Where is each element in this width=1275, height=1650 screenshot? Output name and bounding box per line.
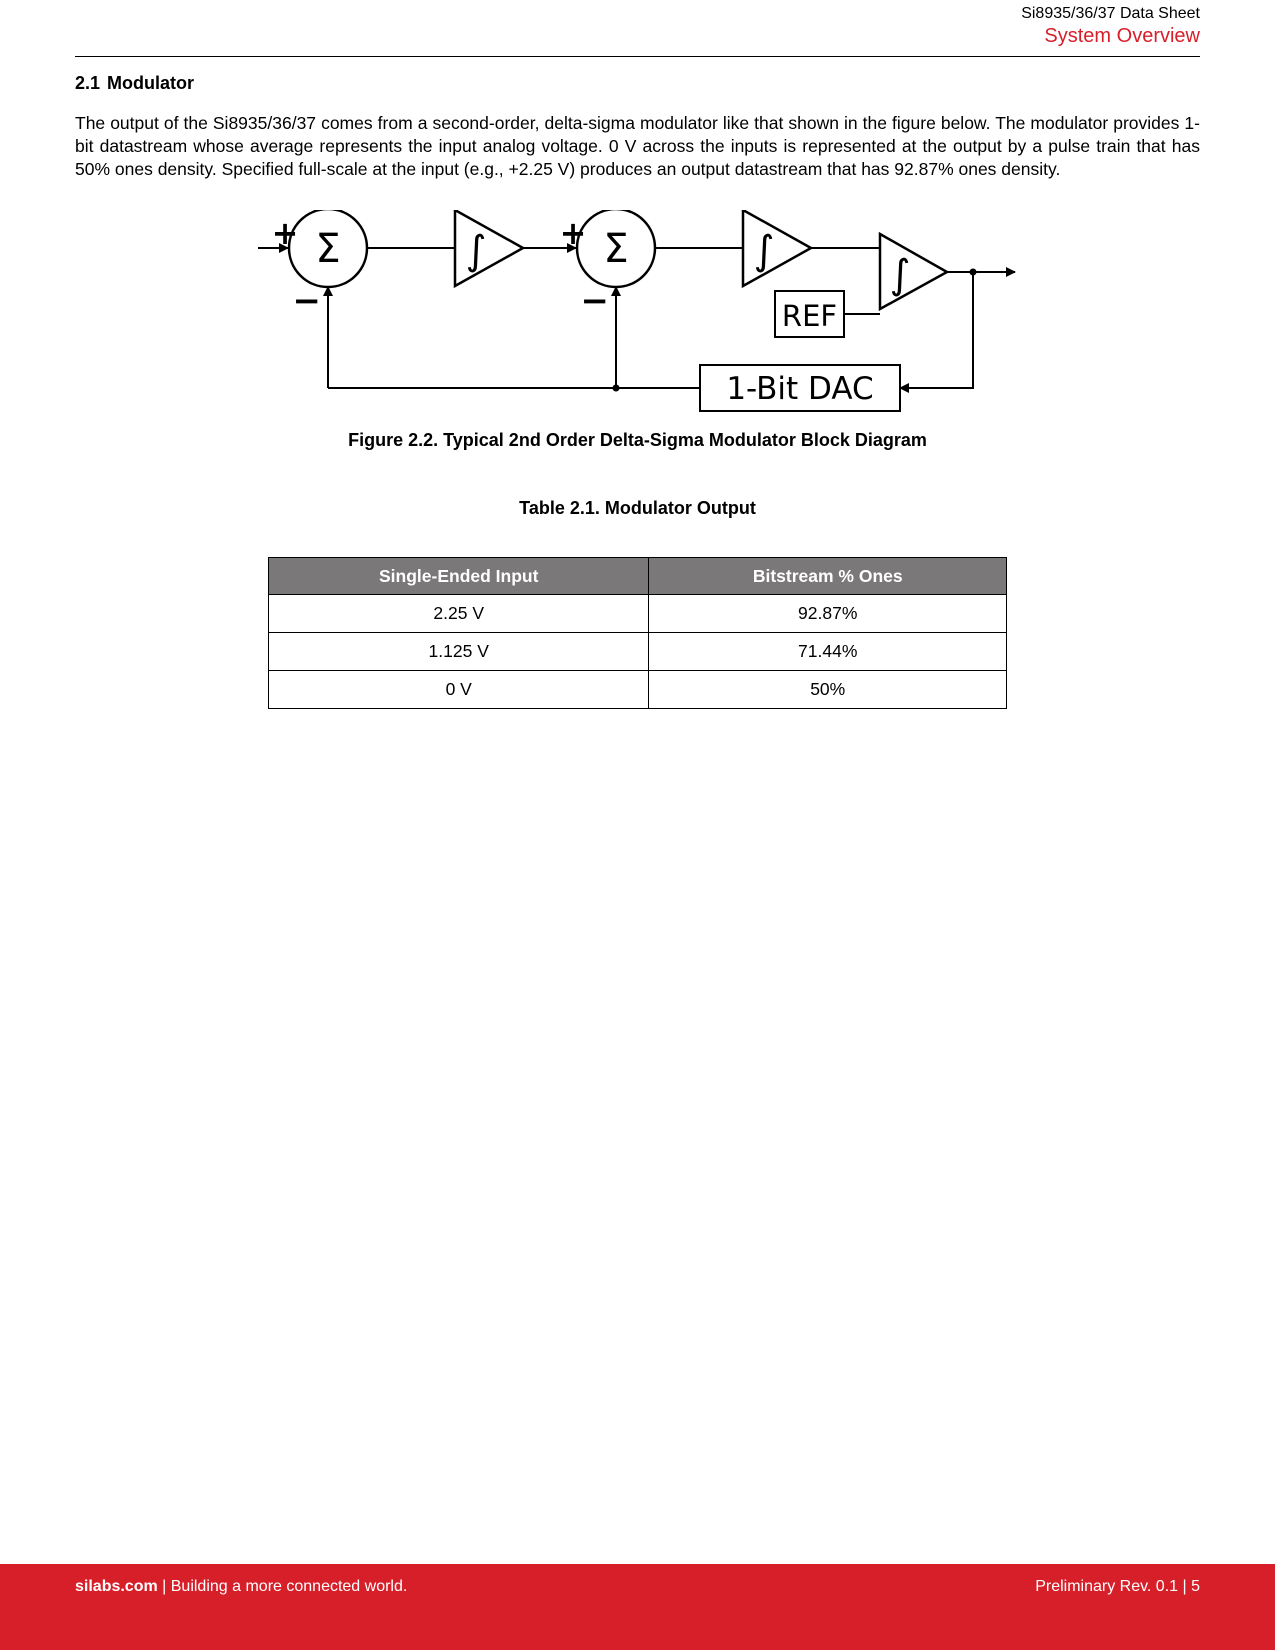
figure-caption: Figure 2.2. Typical 2nd Order Delta-Sigma Modulator Block Diagram <box>348 430 927 450</box>
table-header-row <box>269 558 1007 595</box>
table-cell: 1.125 V <box>269 633 649 671</box>
table-row <box>269 633 1007 671</box>
footer-tagline: | Building a more connected world. <box>157 1578 408 1595</box>
integral-symbol-2: ∫ <box>753 228 775 274</box>
integral-symbol-1: ∫ <box>465 228 487 274</box>
section-heading <box>75 73 194 94</box>
footer-bar <box>0 1564 1275 1650</box>
column-header: Single-Ended Input <box>269 558 649 595</box>
section-paragraph: The output of the Si8935/36/37 comes from a second-order, delta-sigma modulator like that shown in the figure below. The modulator provides 1-bit datastream whose average represents the input analog voltage. 0 V across the inputs is represented at the output by a pulse train that has 50% ones density. Specified full-scale at the input (e.g., +2.25 V) produces an output datastream that has 92.87% ones density. <box>75 113 1200 179</box>
minus-sign-1: − <box>292 281 321 321</box>
minus-sign-2: − <box>580 281 609 321</box>
wire-output-to-dac <box>900 272 973 388</box>
table-caption: Table 2.1. Modulator Output <box>519 498 756 518</box>
output-junction-dot <box>970 269 977 276</box>
section-heading-text: Modulator <box>107 73 195 93</box>
plus-sign-1: + <box>271 214 299 252</box>
modulator-block-diagram <box>240 210 1030 420</box>
footer-site-link[interactable]: silabs.com <box>75 1578 158 1595</box>
table-row <box>269 671 1007 709</box>
table-cell: 2.25 V <box>269 595 649 633</box>
plus-sign-2: + <box>559 214 587 252</box>
header-divider <box>75 56 1200 57</box>
ref-label: REF <box>781 299 838 333</box>
header-section-title: System Overview <box>1044 25 1200 47</box>
footer-revision: Preliminary Rev. 0.1 | 5 <box>1035 1578 1200 1595</box>
integral-symbol-3: ∫ <box>889 252 911 298</box>
footer-left <box>75 1578 407 1596</box>
document-title: Si8935/36/37 Data Sheet <box>1021 5 1200 22</box>
dac-label: 1-Bit DAC <box>726 371 874 407</box>
table-row <box>269 595 1007 633</box>
table-cell: 92.87% <box>649 595 1007 633</box>
sum-symbol-1: Σ <box>315 226 341 272</box>
table-cell: 50% <box>649 671 1007 709</box>
modulator-output-table <box>268 557 1007 709</box>
section-number: 2.1 <box>75 73 101 93</box>
sum-symbol-2: Σ <box>603 226 629 272</box>
table-cell: 71.44% <box>649 633 1007 671</box>
table-cell: 0 V <box>269 671 649 709</box>
feedback-junction-dot <box>613 385 620 392</box>
column-header: Bitstream % Ones <box>649 558 1007 595</box>
